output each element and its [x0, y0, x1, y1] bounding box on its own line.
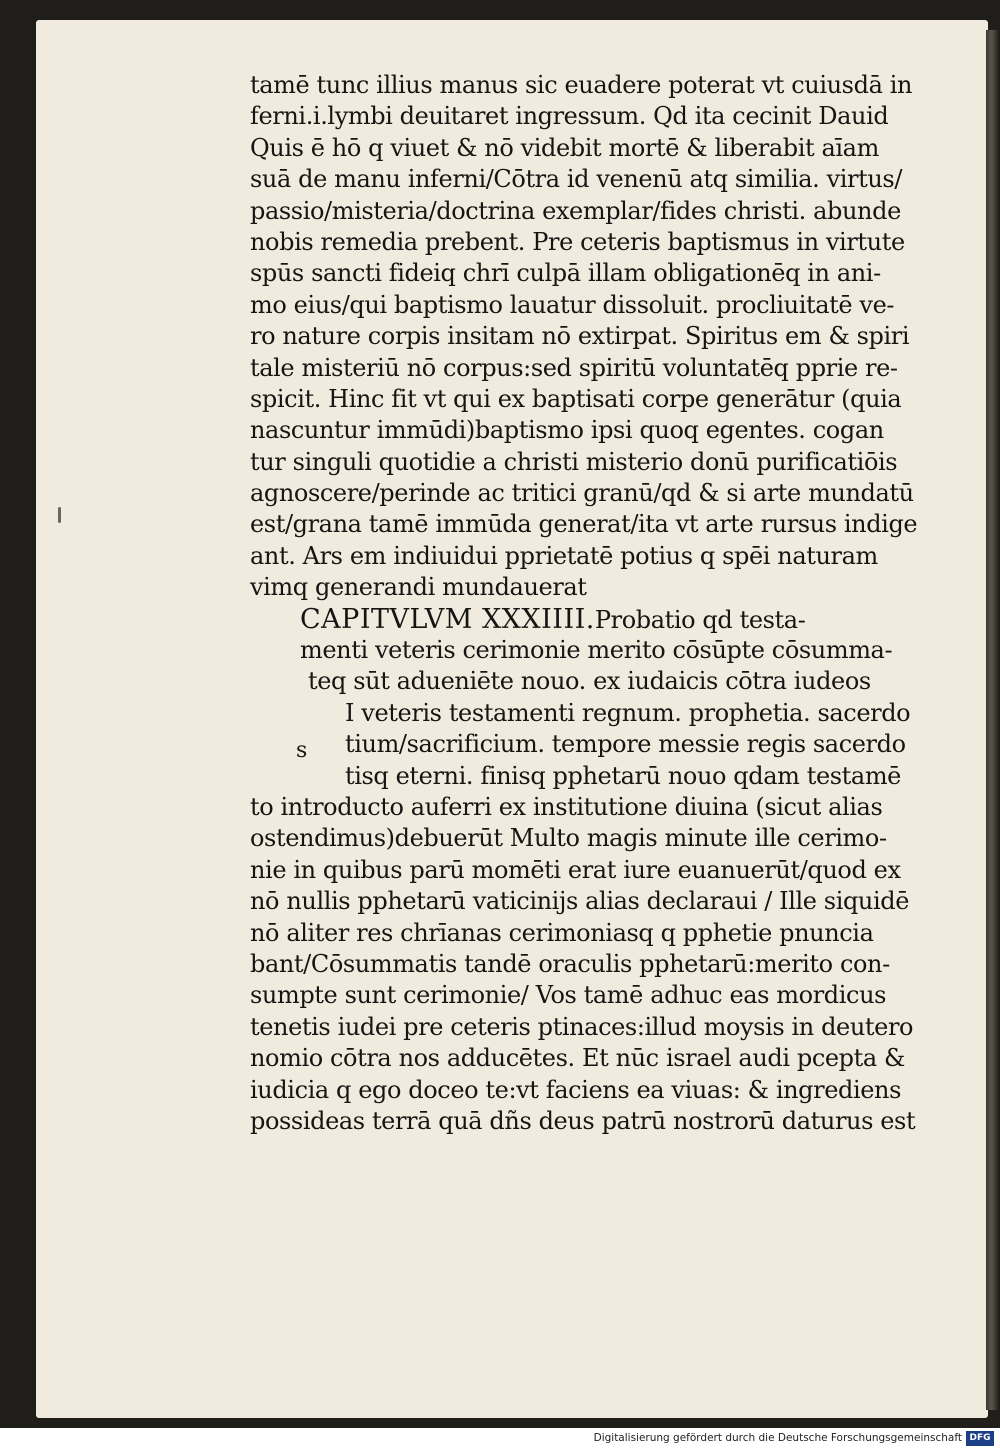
text-line: iudicia q ego doceo te:vt faciens ea viuas: & ingrediens — [250, 1075, 902, 1104]
chapter-heading — [250, 604, 930, 635]
text-line: nascuntur immūdi)baptismo ipsi quoq egentes. cogan — [250, 416, 884, 445]
text-line: ferni.i.lymbi deuitaret ingressum. Qd ita cecinit Dauid — [250, 102, 889, 131]
text-line: bant/Cōsummatis tandē oraculis pphetarū:merito con- — [250, 949, 890, 978]
text-line: to introducto auferri ex institutione diuina (sicut alias — [250, 792, 883, 821]
chapter-summary-line: teq sūt adueniēte nouo. ex iudaicis cōtra iudeos — [308, 667, 871, 696]
text-line: tium/sacrificium. tempore messie regis sacerdo — [345, 730, 906, 759]
text-line: ant. Ars em indiuidui pprietatē potius q spēi naturam — [250, 541, 878, 570]
text-line: suā de manu inferni/Cōtra id venenū atq similia. virtus/ — [250, 165, 903, 194]
text-line: nobis remedia prebent. Pre ceteris baptismus in virtute — [250, 227, 905, 256]
text-line: possideas terrā quā dñs deus patrū nostrorū daturus est — [250, 1106, 916, 1135]
text-line: tur singuli quotidie a christi misterio donū purificatiōis — [250, 447, 898, 476]
text-line: tenetis iudei pre ceteris ptinaces:illud moysis in deutero — [250, 1012, 914, 1041]
text-line: nie in quibus parū momēti erat iure euanuerūt/quod ex — [250, 855, 901, 884]
text-line: est/grana tamē immūda generat/ita vt arte rursus indige — [250, 510, 918, 539]
initial-guide-letter: s — [296, 738, 308, 763]
text-line: passio/misteria/doctrina exemplar/fides christi. abunde — [250, 196, 901, 225]
text-line: nomio cōtra nos adducētes. Et nūc israel audi pcepta & — [250, 1044, 905, 1073]
text-line: I veteris testamenti regnum. prophetia. sacerdo — [345, 698, 911, 727]
footer-credit-bar — [0, 1428, 1000, 1450]
text-line: spūs sancti fideiq chrī culpā illam obligationēq in ani- — [250, 259, 881, 288]
text-line: ostendimus)debuerūt Multo magis minute ille cerimo- — [250, 824, 887, 853]
dfg-logo: DFG — [966, 1431, 994, 1446]
text-line: tamē tunc illius manus sic euadere poterat vt cuiusdā in — [250, 71, 913, 99]
text-block — [250, 70, 930, 1137]
text-line: mo eius/qui baptismo lauatur dissoluit. procliuitatē ve- — [250, 290, 895, 319]
chapter-summary-line: menti veteris cerimonie merito cōsūpte cōsumma- — [300, 636, 893, 665]
text-line: tale misteriū nō corpus:sed spiritū voluntatēq pprie re- — [250, 353, 898, 382]
text-line: vimq generandi mundauerat — [250, 573, 587, 602]
text-line: sumpte sunt cerimonie/ Vos tamē adhuc eas mordicus — [250, 981, 887, 1010]
chapter-label: CAPITVLVM XXXIIII. — [300, 603, 595, 635]
text-line: agnoscere/perinde ac tritici granū/qd & si arte mundatū — [250, 479, 914, 508]
text-line: nō nullis pphetarū vaticinijs alias declaraui / Ille siquidē — [250, 887, 910, 916]
text-line: spicit. Hinc fit vt qui ex baptisati corpe generātur (quia — [250, 384, 902, 413]
text-line: Quis ē hō q viuet & nō videbit mortē & liberabit aīam — [250, 133, 879, 162]
page-blemish — [58, 507, 61, 523]
footer-credit-text: Digitalisierung gefördert durch die Deutsche Forschungsgemeinschaft — [593, 1432, 962, 1444]
text-line: ro nature corpis insitam nō extirpat. Spiritus em & spiri — [250, 322, 910, 351]
book-edge — [986, 30, 998, 1410]
chapter-summary: Probatio qd testa- — [594, 605, 806, 634]
text-line: tisq eterni. finisq pphetarū nouo qdam testamē — [345, 761, 901, 790]
text-line: nō aliter res chrīanas cerimoniasq q pphetie pnuncia — [250, 918, 874, 947]
